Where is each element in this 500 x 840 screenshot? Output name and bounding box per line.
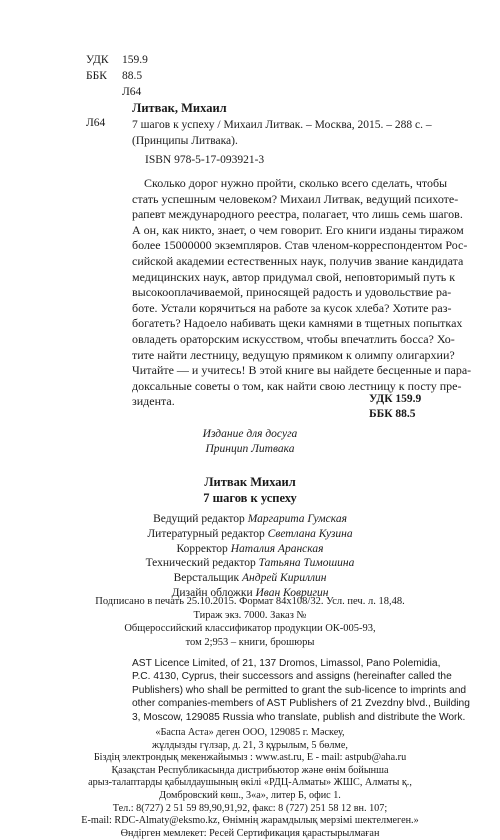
udk-label: УДК bbox=[86, 54, 109, 66]
credit-line bbox=[0, 556, 500, 571]
credit-line bbox=[0, 571, 500, 586]
licence-notice bbox=[132, 657, 470, 724]
publisher-line: арыз-талаптарды қабылдаушының өкілі «РДЦ-Алматы» ЖШС, Алматы қ., bbox=[88, 777, 412, 789]
entry-line: 7 шагов к успеху / Михаил Литвак. – Москва, 2015. – 288 с. – bbox=[132, 119, 432, 131]
annotation-line: Сколько дорог нужно пройти, сколько всего сделать, чтобы bbox=[144, 176, 448, 190]
annotation-line: Читайте — и учитесь! В этой книге вы найдете бесценные и пара- bbox=[132, 363, 472, 378]
credit-line bbox=[0, 527, 500, 542]
cutter-code: Л64 bbox=[122, 86, 142, 98]
licence-line: 3, Moscow, 129085 Russia who translate, publish and distribute the Work. bbox=[132, 711, 466, 723]
bbk-code: ББК 88.5 bbox=[369, 408, 416, 420]
credit-name: Маргарита Гумская bbox=[247, 513, 347, 525]
bibliographic-entry bbox=[132, 117, 432, 149]
book-author: Литвак Михаил bbox=[204, 475, 296, 489]
annotation-line: тите найти лестницу, ведущую прямиком к олимпу олигархии? bbox=[132, 347, 455, 362]
entry-line: (Принципы Литвака). bbox=[132, 135, 238, 147]
annotation-line: А он, как никто, знает, о чем говорит. Его книги изданы тиражом bbox=[132, 222, 464, 237]
annotation-line: стать успешным человеком? Михаил Литвак, ведущий психоте- bbox=[132, 191, 459, 206]
credit-name: Наталия Аранская bbox=[230, 542, 324, 555]
print-line: Подписано в печать 25.10.2015. Формат 84х108/32. Усл. печ. л. 18,48. bbox=[95, 596, 405, 607]
annotation-line: высокооплачиваемой, приносящей радость и удовольствие ра- bbox=[132, 285, 452, 300]
publisher-line: Домбровский көш., 3«а», литер Б, офис 1. bbox=[159, 789, 341, 801]
entry-cutter: Л64 bbox=[86, 117, 106, 129]
credits bbox=[0, 512, 500, 601]
licence-line: AST Licence Limited, of 21, 137 Dromos, Limassol, Pano Polemidia, bbox=[132, 658, 441, 669]
publisher-info bbox=[0, 727, 500, 840]
print-line: Общероссийский классификатор продукции ОК-005-93, bbox=[124, 623, 376, 635]
print-line: том 2;953 – книги, брошюры bbox=[185, 636, 315, 648]
isbn: ISBN 978-5-17-093921-3 bbox=[145, 154, 265, 166]
genre-line: Издание для досуга bbox=[202, 428, 298, 440]
credit-role: Ведущий редактор bbox=[153, 513, 245, 525]
bbk-label: ББК bbox=[86, 70, 107, 82]
credit-role: Технический редактор bbox=[145, 557, 256, 570]
annotation bbox=[132, 176, 472, 410]
credit-role: Корректор bbox=[176, 542, 228, 555]
annotation-line: овладеть ораторским искусством, чтобы впечатлить босса? Хо- bbox=[132, 331, 455, 346]
bbk-value: 88.5 bbox=[122, 70, 143, 82]
annotation-line: сийской академии естественных наук, получив звание кандидата bbox=[132, 253, 464, 268]
annotation-line: зидента. bbox=[132, 394, 175, 409]
udk-bbk-block bbox=[369, 392, 421, 422]
credit-line bbox=[0, 512, 500, 527]
credit-line bbox=[0, 542, 500, 557]
credit-role: Верстальщик bbox=[173, 572, 240, 585]
edition-genre bbox=[0, 427, 500, 457]
licence-line: Publishers) who shall be permitted to grant the sub-licence to imprints and bbox=[132, 684, 467, 696]
credit-name: Андрей Кириллин bbox=[242, 572, 327, 585]
credit-role: Литературный редактор bbox=[147, 527, 265, 540]
publisher-line: E-mail: RDC-Almaty@eksmo.kz, Өнімнің жарамдылық мерзімі шектелмеген.» bbox=[81, 815, 419, 827]
series-line: Принцип Литвака bbox=[205, 443, 295, 455]
publisher-line: жұлдызды гүлзар, д. 21, 3 құрылым, 5 бөлме, bbox=[152, 739, 348, 751]
publisher-line: Тел.: 8(727) 2 51 59 89,90,91,92, факс: 8 (727) 251 58 12 вн. 107; bbox=[112, 802, 388, 814]
annotation-line: доксальные советы о том, как найти свою лестницу к посту пре- bbox=[132, 378, 462, 393]
annotation-line: рапевт международного реестра, полагает, что лишь семь шагов. bbox=[132, 207, 463, 222]
publisher-line: Біздің электрондық мекенжайымыз : www.ast.ru, E - mail: astpub@aha.ru bbox=[93, 752, 407, 764]
credit-role: Дизайн обложки bbox=[171, 586, 253, 599]
entry-author: Литвак, Михаил bbox=[132, 101, 227, 115]
title-block bbox=[0, 475, 500, 506]
annotation-line: богатеть? Надоело набивать щеки камнями в тщетных попытках bbox=[132, 316, 463, 331]
udk-code: УДК 159.9 bbox=[369, 393, 422, 405]
classification-codes bbox=[86, 52, 148, 100]
publisher-line: «Баспа Аста» деген ООО, 129085 г. Мәскеу, bbox=[155, 727, 345, 738]
print-info bbox=[0, 595, 500, 649]
credit-name: Светлана Кузина bbox=[267, 527, 353, 540]
annotation-line: более 15000000 экземпляров. Став членом-корреспондентом Рос- bbox=[132, 238, 468, 253]
licence-line: P.C. 4130, Cyprus, their successors and assigns (hereinafter called the bbox=[132, 671, 452, 683]
credit-name: Татьяна Тимошина bbox=[258, 557, 355, 570]
publisher-line: Қазақстан Республикасында дистрибьютор және өнім бойынша bbox=[111, 764, 389, 776]
credit-name: Иван Ковригин bbox=[255, 586, 329, 599]
book-title: 7 шагов к успеху bbox=[203, 490, 297, 505]
print-line: Тираж экз. 7000. Заказ № bbox=[193, 609, 307, 621]
udk-value: 159.9 bbox=[122, 54, 148, 66]
licence-line: other companies-members of AST Publishers of 21 Zvezdny blvd., Building bbox=[132, 698, 470, 710]
publisher-line: Өндірген мемлекет: Ресей Сертификация қарастырылмаған bbox=[120, 827, 380, 839]
annotation-line: боте. Устали корячиться на работе за кусок хлеба? Хотите раз- bbox=[132, 300, 452, 315]
annotation-line: медицинских наук, автор придумал свой, неповторимый путь к bbox=[132, 269, 456, 284]
